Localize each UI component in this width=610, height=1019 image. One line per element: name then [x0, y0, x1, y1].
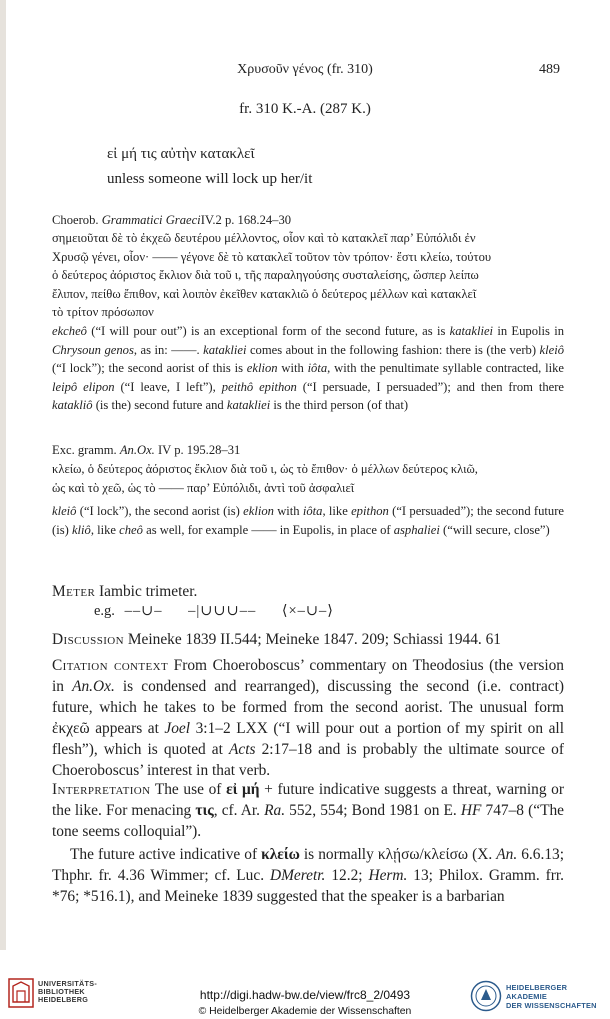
text-run: is the third person (of that)	[270, 398, 409, 413]
discussion-line	[52, 629, 501, 650]
library-line: UNIVERSITÄTS-	[38, 979, 98, 988]
source1-reference	[52, 211, 291, 230]
italic-term: ekcheô	[52, 324, 87, 338]
text-run: 2:17–18 and is probably the ultimate source of Choeroboscus’ interest in that verb.	[52, 741, 564, 779]
text-run: with	[273, 504, 303, 518]
text-run: 6.6.13; Thphr. fr. 4.36 Wimmer; cf. Luc.	[52, 846, 564, 884]
scansion-part-2: –|∪∪∪––	[188, 603, 257, 619]
greek-line: Χρυσῷ γένει, οἷον· —— γέγονε δὲ τὸ κατακλεῖ τοῦτον τὸν τρόπον· ἔστι κλείω, τούτου	[52, 249, 492, 264]
bold-term: εἰ μή	[226, 781, 260, 798]
text-run: (“I lock”); the second aorist of this is	[52, 361, 247, 376]
fragment-translation: unless someone will lock up her/it	[107, 171, 313, 187]
meter-eg: e.g.	[94, 603, 115, 619]
italic-term: asphaliei	[393, 522, 440, 537]
meter-line	[52, 581, 197, 602]
source1-work: Grammatici Graeci	[101, 213, 201, 227]
greek-line: σημειοῦται δὲ τὸ ἐκχεῶ δευτέρου μέλλοντος, οἷον καὶ τὸ κατακλεῖ παρ’ Εὐπόλιδι ἐν	[52, 231, 476, 245]
italic-term: An.Ox.	[72, 678, 115, 695]
scansion-part-3: ⟨×–∪–⟩	[281, 603, 334, 619]
text-run: comes about in the following fashion: there is (the verb)	[246, 342, 540, 357]
text-run: (“I will pour out”) is an exceptional form of the second future, as is	[86, 324, 450, 338]
source1-greek	[52, 229, 564, 322]
citation-context	[52, 655, 564, 781]
interpretation	[52, 779, 564, 842]
text-run: + future indicative suggests a threat, warning or the like. For menacing	[52, 781, 564, 819]
italic-term: katakliei	[226, 398, 271, 413]
copyright-notice: © Heidelberger Akademie der Wissenschaften	[198, 1006, 412, 1017]
italic-term: Joel	[164, 720, 191, 737]
source1-author: Choerob.	[52, 213, 99, 227]
academy-line: HEIDELBERGER AKADEMIE	[506, 983, 568, 1001]
fragment-title: fr. 310 K.-A. (287 K.)	[239, 101, 371, 117]
bold-term: κλείω	[261, 846, 300, 863]
text-run: (“I leave, I left”),	[114, 379, 222, 394]
italic-term: epithon	[351, 504, 389, 518]
text-run: From Choeroboscus’ commentary on Theodosius (the version in	[52, 657, 564, 695]
citation-context-body	[52, 657, 564, 779]
library-line: BIBLIOTHEK	[38, 987, 85, 996]
text-run: (“I persuade, I persuaded”); and then from there	[296, 379, 564, 394]
greek-line: ἔλιπον, πείθω ἔπιθον, καὶ λοιπὸν ἐκεῖθεν κατακλιῶ ὁ δεύτερος μέλλων καὶ κατακλεῖ	[52, 286, 477, 301]
text-run: (“I persuaded”); the second future (is)	[52, 504, 564, 537]
italic-term: An.	[496, 846, 518, 863]
greek-line: ὡς καὶ τὸ χεῶ, ὡς τὸ —— παρ’ Εὐπόλιδι, ἀντὶ τοῦ ἀσφαλιεῖ	[52, 480, 355, 495]
text-run: (is the) second future and	[92, 398, 227, 413]
scansion-part-1: ––∪–	[124, 603, 163, 619]
source2-translation	[52, 502, 564, 539]
text-run: is normally κλῄσω/κλείσω (X.	[299, 846, 497, 863]
discussion-text: Meineke 1839 II.544; Meineke 1847. 209; Schiassi 1944. 61	[127, 631, 501, 648]
italic-term: HF	[460, 802, 482, 819]
source2-work: An.Ox.	[119, 443, 155, 457]
italic-term: Herm.	[368, 867, 408, 884]
italic-term: peithô epithon	[221, 379, 297, 394]
greek-line: τὸ τρίτον πρόσωπον	[52, 305, 154, 320]
italic-term: kleiô	[52, 504, 77, 518]
source2-reference	[52, 441, 240, 460]
italic-term: Chrysoun genos	[52, 342, 134, 357]
library-line: HEIDELBERG	[38, 995, 89, 1004]
running-title: Χρυσοῦν γένος (fr. 310)	[237, 62, 373, 77]
italic-term: katakliô	[52, 398, 93, 413]
text-run: The future active indicative of	[70, 846, 262, 863]
italic-term: eklion	[246, 361, 278, 376]
fragment-greek: εἰ μή τις αὐτὴν κατακλεῖ	[107, 146, 255, 162]
italic-term: katakliei	[203, 342, 247, 357]
source2-location: IV p. 195.28–31	[154, 443, 241, 457]
greek-line: κλείω, ὁ δεύτερος ἀόριστος ἔκλιον διὰ τοῦ ι, ὡς τὸ ἔπιθον· ὁ μέλλων δεύτερος κλιῶ,	[52, 462, 478, 476]
italic-term: DMeretr.	[269, 867, 326, 884]
discussion-label: Discussion	[52, 631, 124, 648]
text-run: is condensed and rearranged), discussing the second (i.e. contract) future, which he takes to be formed from the second aorist. The unusual form ἐκχεῶ appears at	[52, 678, 565, 737]
italic-term: kliô	[71, 522, 91, 537]
text-run: , like	[90, 522, 120, 537]
italic-term: iôta	[307, 361, 328, 376]
italic-term: Ra.	[264, 802, 286, 819]
interpretation-label: Interpretation	[52, 781, 151, 798]
source1-translation	[52, 322, 564, 415]
text-run: (“I lock”), the second aorist (is)	[76, 504, 244, 518]
greek-line: ὁ δεύτερος ἀόριστος ἔκλιον διὰ τοῦ ι, τῆς παραληγούσης συσταλείσης, ὥσπερ λείπω	[52, 268, 479, 283]
academy-name	[506, 983, 610, 1010]
meter-scansion	[94, 603, 334, 620]
text-run: in Eupolis in	[493, 324, 564, 338]
italic-term: cheô	[119, 522, 143, 537]
text-run: (“will secure, close”)	[439, 522, 550, 537]
italic-term: leipô elipon	[52, 379, 115, 394]
meter-label: Meter	[52, 583, 96, 600]
page-number: 489	[539, 62, 560, 77]
page-edge	[0, 0, 6, 950]
text-run: , with the penultimate syllable contracted, like	[327, 361, 564, 376]
text-run: , as in: ——.	[133, 342, 204, 357]
text-run: The use of	[154, 781, 227, 798]
source2-prefix: Exc. gramm.	[52, 443, 120, 457]
source1-location: IV.2 p. 168.24–30	[200, 213, 292, 227]
academy-logo	[470, 980, 502, 1017]
text-run: 13; Philox. Gramm. frr. *76; *516.1), and Meineke 1839 suggested that the speaker is a barbarian	[52, 867, 565, 905]
text-run: , cf. Ar.	[213, 802, 265, 819]
source2-greek	[52, 460, 564, 497]
text-run: 3:1–2 LXX (“I will pour out a portion of my spirit on all flesh”), which is quoted at	[52, 720, 564, 758]
italic-term: eklion	[243, 504, 274, 518]
text-run: 552, 554; Bond 1981 on E.	[285, 802, 461, 819]
italic-term: kleiô	[539, 342, 564, 357]
bold-term: τις	[195, 802, 214, 819]
text-run: 12.2;	[325, 867, 369, 884]
citation-context-label: Citation context	[52, 657, 169, 674]
text-run: as well, for example —— in Eupolis, in place of	[142, 522, 394, 537]
text-run: 747–8 (“The tone seems colloquial”).	[52, 802, 564, 840]
italic-term: iôta	[302, 504, 323, 518]
footer	[0, 972, 610, 1019]
italic-term: Acts	[229, 741, 256, 758]
source-url-link[interactable]: http://digi.hadw-bw.de/view/frc8_2/0493	[199, 988, 411, 1002]
italic-term: katakliei	[449, 324, 494, 338]
meter-text: Iambic trimeter.	[99, 583, 198, 600]
academy-seal-icon	[470, 980, 502, 1012]
text-run: , like	[322, 504, 352, 518]
text-run: with	[277, 361, 308, 376]
academy-line: DER WISSENSCHAFTEN	[506, 1001, 597, 1010]
interpretation-para2	[52, 844, 564, 907]
